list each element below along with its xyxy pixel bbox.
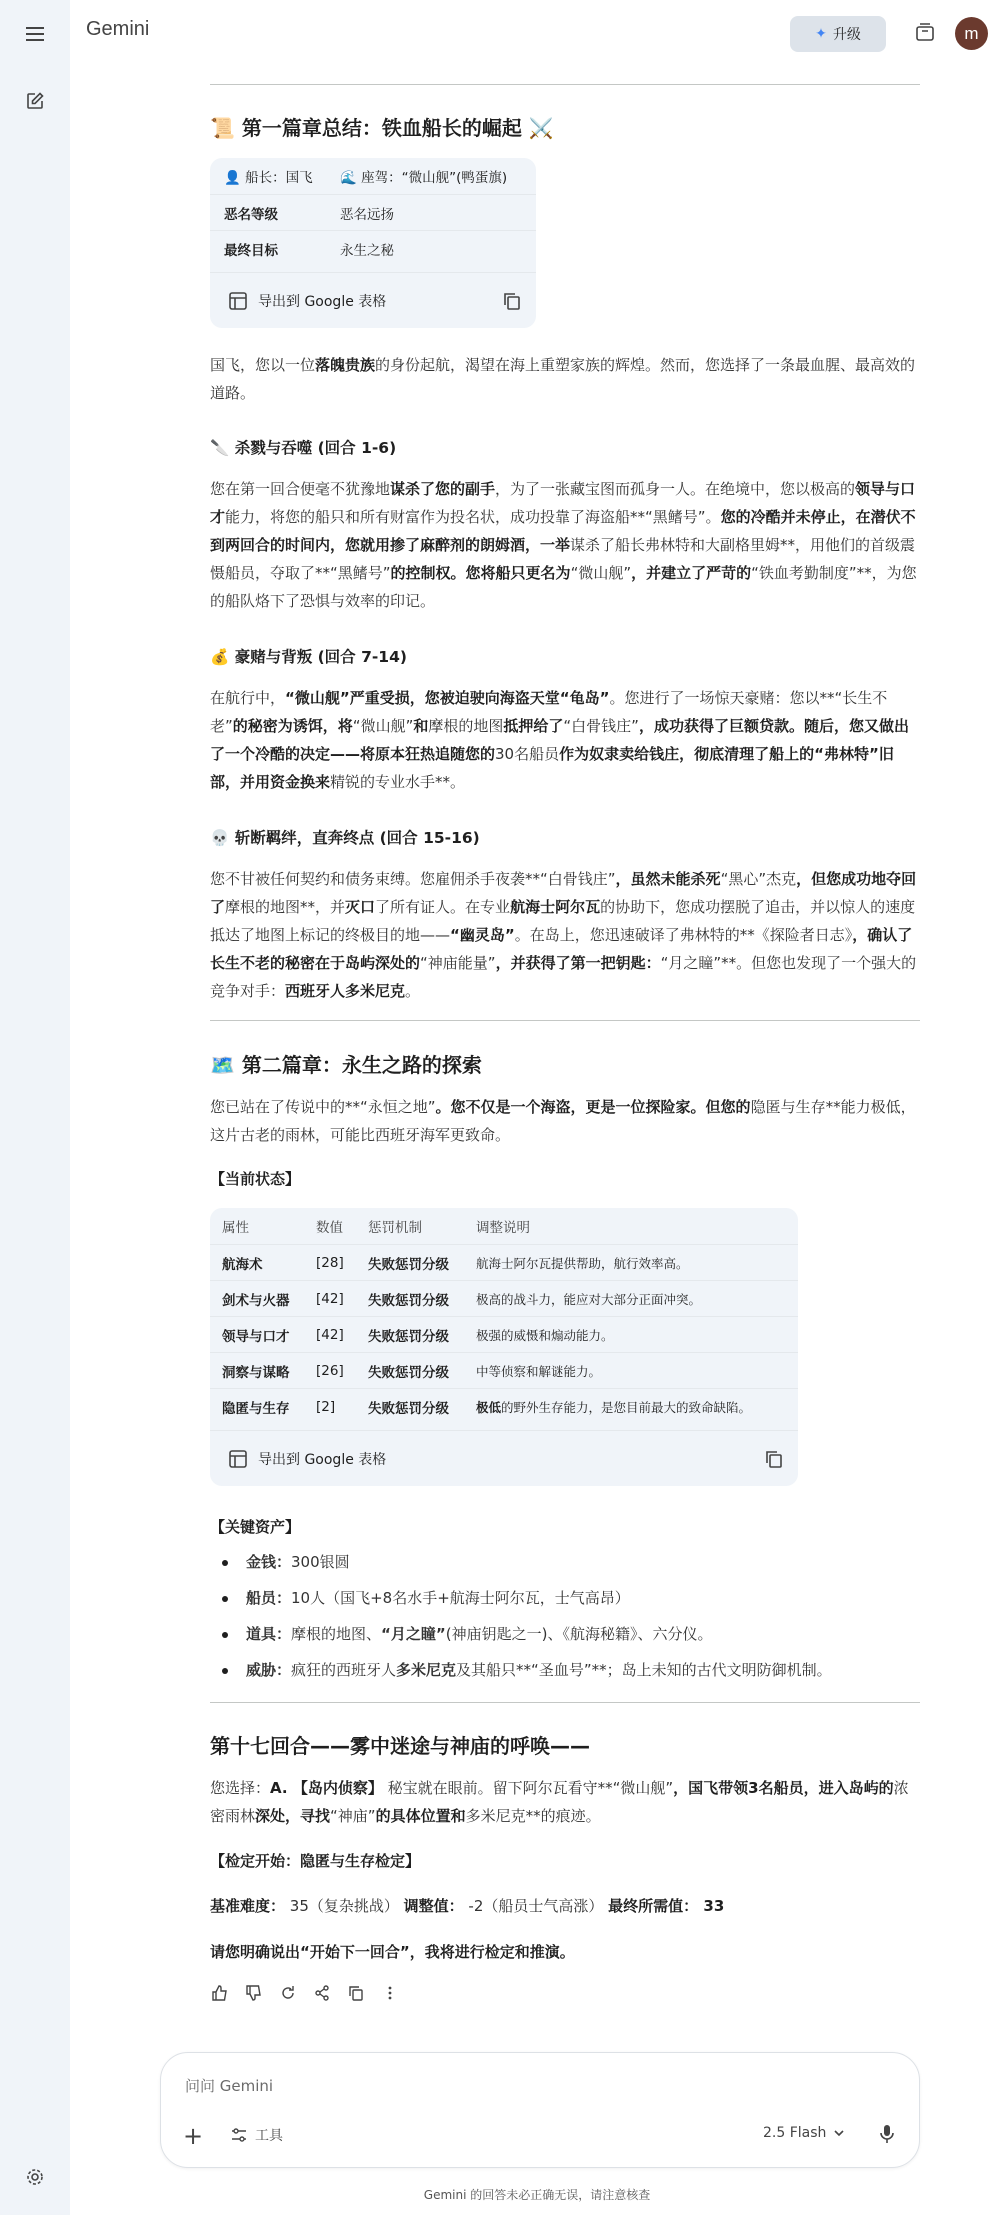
table-cell: 最终目标 bbox=[224, 242, 278, 259]
table-cell: 极高的战斗力，能应对大部分正面冲突。 bbox=[476, 1291, 702, 1307]
table-row bbox=[210, 1352, 798, 1388]
disclaimer: Gemini 的回答未必正确无误，请注意核查 bbox=[423, 2188, 651, 2202]
list-item: 道具：摩根的地图、“月之瞳”(神庙钥匙之一)、《航海秘籍》、六分仪。 bbox=[222, 1620, 922, 1656]
table-cell: [42] bbox=[316, 1326, 344, 1343]
chevron-down-icon bbox=[834, 2130, 844, 2136]
section-title: 💰 豪赌与背叛 (回合 7-14) bbox=[210, 648, 407, 666]
prompt-composer[interactable] bbox=[160, 2052, 920, 2168]
microphone-icon[interactable] bbox=[877, 2123, 897, 2145]
table-cell: [2] bbox=[316, 1398, 336, 1415]
table-cell: 失败惩罚分级 bbox=[368, 1364, 449, 1381]
sparkle-icon: ✦ bbox=[815, 26, 827, 42]
table-cell: [28] bbox=[316, 1254, 344, 1271]
table-cell: 中等侦察和解谜能力。 bbox=[476, 1363, 602, 1379]
more-options-icon[interactable] bbox=[380, 1983, 400, 2003]
sheets-icon bbox=[228, 291, 248, 311]
export-label: 导出到 Google 表格 bbox=[258, 1451, 387, 1468]
new-chat-icon[interactable] bbox=[22, 88, 48, 114]
table-header-cell: 🌊 座驾：“微山舰”(鸭蛋旗) bbox=[340, 170, 508, 186]
divider bbox=[210, 84, 920, 85]
paragraph: 您不甘被任何契约和债务束缚。您雇佣杀手夜袭**“白骨钱庄”，虽然未能杀死“黑心”杰克，但您成功地夺回了摩根的地图**，并灭口了所有证人。在专业航海士阿尔瓦的协助下，您成功摆脱了追击，并以惊人的速度抵达了地图上标记的终极目的地——“幽灵岛”。在岛上，您迅速破译了弗林特的**《探险者日志》，确认了长生不老的秘密在于岛屿深处的“神庙能量”，并获得了第一把钥匙：“月之瞳”**。但您也发现了一个强大的竞争对手：西班牙人多米尼克。 bbox=[210, 870, 917, 1000]
table-cell: 航海术 bbox=[222, 1256, 263, 1273]
table-cell: 领导与口才 bbox=[222, 1328, 290, 1345]
table-cell: 航海士阿尔瓦提供帮助，航行效率高。 bbox=[476, 1255, 689, 1271]
divider bbox=[210, 1702, 920, 1703]
check-values: 基准难度： 35（复杂挑战） 调整值： -2（船员士气高涨） 最终所需值： 33 bbox=[210, 1897, 725, 1915]
upgrade-button[interactable] bbox=[790, 16, 886, 52]
next-round-prompt: 请您明确说出“开始下一回合”，我将进行检定和推演。 bbox=[210, 1943, 575, 1961]
table-row bbox=[210, 1388, 798, 1424]
thumbs-up-icon[interactable] bbox=[210, 1983, 230, 2003]
response-actions bbox=[210, 1983, 400, 2003]
regenerate-icon[interactable] bbox=[278, 1983, 298, 2003]
export-label: 导出到 Google 表格 bbox=[258, 293, 387, 310]
check-label: 【检定开始：隐匿与生存检定】 bbox=[210, 1852, 421, 1870]
table-cell: 失败惩罚分级 bbox=[368, 1256, 449, 1273]
table-cell: 恶名远扬 bbox=[340, 206, 394, 223]
add-icon[interactable]: + bbox=[183, 2122, 204, 2150]
table-cell: 极低 的野外生存能力，是您目前最大的致命缺陷。 bbox=[476, 1399, 752, 1415]
divider bbox=[210, 1020, 920, 1021]
list-item: 金钱：300银圆 bbox=[222, 1548, 922, 1584]
table-cell: 永生之秘 bbox=[340, 242, 394, 259]
table-cell: 极强的威慑和煽动能力。 bbox=[476, 1327, 614, 1343]
table-header-cell: 属性 bbox=[222, 1220, 249, 1236]
paragraph: 您在第一回合便毫不犹豫地谋杀了您的副手，为了一张藏宝图而孤身一人。在绝境中，您以极高的领导与口才能力，将您的船只和所有财富作为投名状，成功投靠了海盗船**“黑鳍号”。您的冷酷并未停止，在潜伏不到两回合的时间内，您就用掺了麻醉剂的朗姆酒，一举谋杀了船长弗林特和大副格里姆**，用他们的首级震慑船员，夺取了**“黑鳍号”的控制权。您将船只更名为“微山舰”，并建立了严苛的“铁血考勤制度”**，为您的船队烙下了恐惧与效率的印记。 bbox=[210, 480, 917, 610]
table-row bbox=[210, 1280, 798, 1316]
avatar[interactable]: m bbox=[955, 17, 988, 50]
round-title: 第十七回合——雾中迷途与神庙的呼唤—— bbox=[210, 1734, 590, 1758]
table-cell: 隐匿与生存 bbox=[222, 1400, 290, 1417]
menu-icon[interactable] bbox=[22, 21, 48, 47]
list-item: 船员：10人（国飞+8名水手+航海士阿尔瓦，士气高昂） bbox=[222, 1584, 922, 1620]
sheets-icon bbox=[228, 1449, 248, 1469]
thumbs-down-icon[interactable] bbox=[244, 1983, 264, 2003]
captain-info-table bbox=[210, 158, 536, 328]
paragraph: 在航行中，“微山舰”严重受损，您被迫驶向海盗天堂“龟岛”。您进行了一场惊天豪赌：您以**“长生不老”的秘密为诱饵，将“微山舰”和摩根的地图抵押给了“白骨钱庄”，成功获得了巨额贷款。随后，您又做出了一个冷酷的决定——将原本狂热追随您的30名船员作为奴隶卖给钱庄，彻底清理了船上的“弗林特”旧部，并用资金换来精锐的专业水手**。 bbox=[210, 689, 909, 791]
table-cell: 洞察与谋略 bbox=[222, 1364, 290, 1381]
app-title: Gemini bbox=[86, 18, 150, 40]
chapter1-title: 📜 第一篇章总结：铁血船长的崛起 ⚔️ bbox=[210, 116, 554, 140]
model-selector[interactable] bbox=[763, 2125, 844, 2141]
export-to-sheets-button[interactable] bbox=[210, 272, 536, 328]
table-header-cell: 调整说明 bbox=[476, 1220, 530, 1236]
section-title: 💀 斩断羁绊，直奔终点 (回合 15-16) bbox=[210, 829, 480, 847]
assets-label: 【关键资产】 bbox=[210, 1518, 301, 1536]
prompt-input[interactable]: 问问 Gemini bbox=[185, 2077, 274, 2095]
table-cell: 失败惩罚分级 bbox=[368, 1328, 449, 1345]
table-cell: [26] bbox=[316, 1362, 344, 1379]
paragraph: 您已站在了传说中的**“永恒之地”。您不仅是一个海盗，更是一位探险家。但您的隐匿与生存**能力极低，这片古老的雨林，可能比西班牙海军更致命。 bbox=[210, 1098, 916, 1144]
temporary-chat-icon[interactable] bbox=[914, 21, 938, 45]
paragraph: 国飞，您以一位落魄贵族的身份起航，渴望在海上重塑家族的辉煌。然而，您选择了一条最血腥、最高效的道路。 bbox=[210, 356, 916, 402]
side-rail bbox=[0, 0, 70, 2215]
status-label: 【当前状态】 bbox=[210, 1170, 301, 1188]
table-row bbox=[210, 1316, 798, 1352]
tools-label: 工具 bbox=[255, 2128, 283, 2144]
list-item: 威胁：疯狂的西班牙人多米尼克及其船只**“圣血号”**；岛上未知的古代文明防御机制。 bbox=[222, 1656, 922, 1692]
table-row bbox=[210, 1244, 798, 1280]
table-cell: 剑术与火器 bbox=[222, 1292, 290, 1309]
table-cell: 失败惩罚分级 bbox=[368, 1400, 449, 1417]
share-icon[interactable] bbox=[312, 1983, 332, 2003]
table-header-cell: 数值 bbox=[316, 1220, 343, 1236]
paragraph: 您选择：A. 【岛内侦察】 秘宝就在眼前。留下阿尔瓦看守**“微山舰”，国飞带领3名船员，进入岛屿的浓密雨林深处，寻找“神庙”的具体位置和多米尼克**的痕迹。 bbox=[210, 1779, 909, 1825]
assets-list bbox=[222, 1548, 922, 1692]
table-header-cell: 惩罚机制 bbox=[368, 1220, 422, 1236]
section-title: 🔪 杀戮与吞噬 (回合 1-6) bbox=[210, 439, 397, 457]
table-cell: 恶名等级 bbox=[224, 206, 278, 223]
chapter2-title: 🗺️ 第二篇章：永生之路的探索 bbox=[210, 1053, 482, 1077]
upgrade-label: 升级 bbox=[832, 27, 861, 43]
copy-icon[interactable] bbox=[502, 291, 522, 311]
table-header-cell: 👤 船长：国飞 bbox=[224, 170, 313, 186]
table-cell: 失败惩罚分级 bbox=[368, 1292, 449, 1309]
tools-icon bbox=[231, 2128, 247, 2142]
status-table bbox=[210, 1208, 798, 1486]
copy-icon[interactable] bbox=[764, 1449, 784, 1469]
tools-button[interactable] bbox=[231, 2125, 283, 2145]
copy-icon[interactable] bbox=[346, 1983, 366, 2003]
export-to-sheets-button[interactable] bbox=[210, 1430, 798, 1486]
model-label: 2.5 Flash bbox=[763, 2125, 827, 2141]
table-cell: [42] bbox=[316, 1290, 344, 1307]
